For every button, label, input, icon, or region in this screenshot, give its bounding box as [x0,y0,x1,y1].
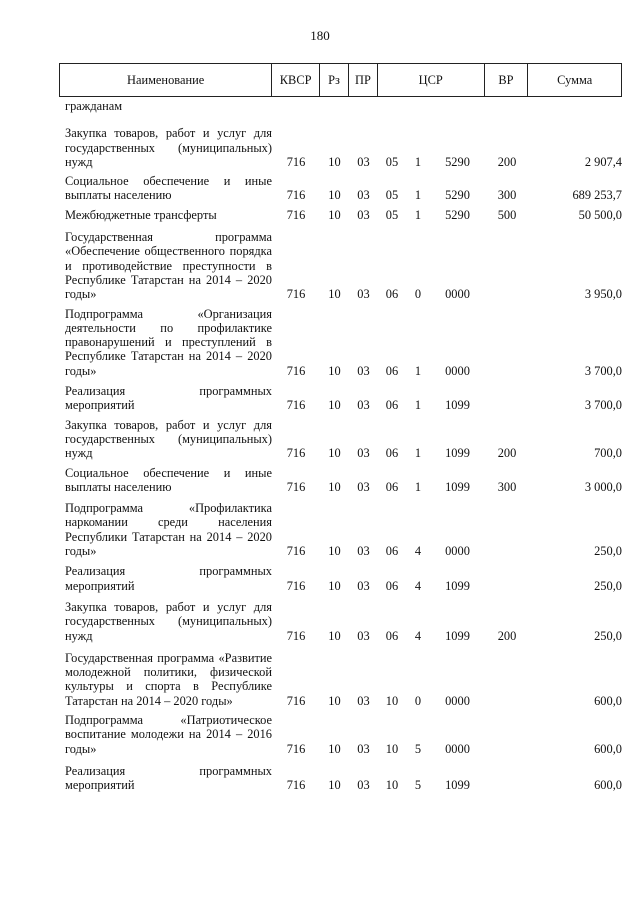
csr-subprogram-cell: 1 [414,154,422,169]
pr-cell: 03 [357,479,370,494]
csr-code-cell: 0000 [445,363,470,378]
row-name-cell: Государственная программа «Развитие молодежной политики, физической культуры и спорта в Республике Татарстан на 2014 – 2020 годы» [65,650,272,708]
table-row [59,126,622,169]
kvsr-cell: 716 [286,693,306,708]
kvsr-cell: 716 [286,479,306,494]
table-row [59,713,622,756]
rz-cell: 10 [328,188,341,203]
rz-cell: 10 [328,446,341,461]
header-kvsr: КВСР [272,64,320,96]
vr-cell: 500 [497,207,517,222]
sum-cell: 700,0 [594,446,622,461]
sum-cell: 600,0 [594,741,622,756]
csr-code-cell: 0000 [445,287,470,302]
rz-cell: 10 [328,363,341,378]
kvsr-cell: 716 [286,207,306,222]
row-name-cell: Подпрограмма «Профилактика наркомании среди населения Республики Татарстан на 2014 – 2020 годы» [65,501,272,559]
vr-cell: 300 [497,188,517,203]
row-name-cell: Государственная программа «Обеспечение общественного порядка и противодействие преступности в Республике Татарстан на 2014 – 2020 годы» [65,230,272,302]
pr-cell: 03 [357,446,370,461]
rz-cell: 10 [328,741,341,756]
csr-subprogram-cell: 1 [414,363,422,378]
kvsr-cell: 716 [286,741,306,756]
vr-cell: 300 [497,479,517,494]
row-name-cell: Социальное обеспечение и иные выплаты населению [65,174,272,203]
rz-cell: 10 [328,693,341,708]
table-row [59,384,622,413]
vr-cell: 200 [497,154,517,169]
table-row [59,230,622,301]
table-row [59,208,622,222]
csr-subprogram-cell: 1 [414,479,422,494]
csr-program-cell: 10 [385,778,399,793]
table-row [59,651,622,708]
header-pr: ПР [349,64,378,96]
rz-cell: 10 [328,778,341,793]
pr-cell: 03 [357,544,370,559]
csr-program-cell: 06 [385,544,399,559]
budget-table [59,63,622,792]
table-row [59,501,622,558]
sum-cell: 3 000,0 [584,479,622,494]
pr-cell: 03 [357,693,370,708]
sum-cell: 689 253,7 [572,188,622,203]
pr-cell: 03 [357,287,370,302]
vr-cell: 200 [497,446,517,461]
csr-code-cell: 0000 [445,741,470,756]
csr-subprogram-cell: 1 [414,188,422,203]
csr-program-cell: 06 [385,479,399,494]
pr-cell: 03 [357,398,370,413]
csr-subprogram-cell: 4 [414,544,422,559]
csr-code-cell: 1099 [445,398,470,413]
csr-program-cell: 05 [385,188,399,203]
row-name-cell: Закупка товаров, работ и услуг для государственных (муниципальных) нужд [65,126,272,169]
pr-cell: 03 [357,154,370,169]
table-header [59,63,622,97]
rz-cell: 10 [328,287,341,302]
sum-cell: 50 500,0 [578,207,622,222]
table-row [59,174,622,203]
rz-cell: 10 [328,578,341,593]
rz-cell: 10 [328,207,341,222]
pr-cell: 03 [357,778,370,793]
csr-program-cell: 05 [385,154,399,169]
row-name-cell: Подпрограмма «Патриотическое воспитание молодежи на 2014 – 2016 годы» [65,712,272,756]
csr-subprogram-cell: 1 [414,398,422,413]
kvsr-cell: 716 [286,398,306,413]
sum-cell: 250,0 [594,544,622,559]
row-name-cell: Реализация программных мероприятий [65,384,272,413]
kvsr-cell: 716 [286,154,306,169]
header-vr: ВР [485,64,529,96]
pr-cell: 03 [357,578,370,593]
csr-code-cell: 0000 [445,544,470,559]
sum-cell: 3 700,0 [584,398,622,413]
kvsr-cell: 716 [286,544,306,559]
row-name-cell: Реализация программных мероприятий [65,564,272,593]
row-name-cell: Подпрограмма «Организация деятельности по профилактике правонарушений и преступлений в Республике Татарстан на 2014 – 2020 годы» [65,306,272,378]
csr-subprogram-cell: 1 [414,207,422,222]
table-row [59,764,622,793]
rz-cell: 10 [328,479,341,494]
rz-cell: 10 [328,154,341,169]
csr-code-cell: 1099 [445,778,470,793]
pr-cell: 03 [357,628,370,643]
csr-program-cell: 06 [385,398,399,413]
csr-subprogram-cell: 5 [414,741,422,756]
header-rz: Рз [320,64,349,96]
csr-program-cell: 10 [385,741,399,756]
header-csr: ЦСР [378,64,485,96]
csr-program-cell: 10 [385,693,399,708]
row-name-cell: Социальное обеспечение и иные выплаты населению [65,465,272,494]
csr-code-cell: 1099 [445,446,470,461]
csr-subprogram-cell: 1 [414,446,422,461]
csr-code-cell: 5290 [445,207,470,222]
row-name-cell: Реализация программных мероприятий [65,763,272,793]
kvsr-cell: 716 [286,778,306,793]
pr-cell: 03 [357,363,370,378]
table-body [59,99,622,792]
pr-cell: 03 [357,741,370,756]
csr-program-cell: 06 [385,363,399,378]
table-row [59,600,622,643]
kvsr-cell: 716 [286,446,306,461]
csr-program-cell: 05 [385,207,399,222]
rz-cell: 10 [328,398,341,413]
csr-subprogram-cell: 4 [414,628,422,643]
sum-cell: 3 700,0 [584,363,622,378]
vr-cell: 200 [497,628,517,643]
kvsr-cell: 716 [286,578,306,593]
kvsr-cell: 716 [286,628,306,643]
row-name-cell: Межбюджетные трансферты [65,207,217,222]
csr-program-cell: 06 [385,628,399,643]
csr-code-cell: 5290 [445,188,470,203]
row-name-cell: Закупка товаров, работ и услуг для государственных (муниципальных) нужд [65,417,272,461]
row-name-cell: Закупка товаров, работ и услуг для государственных (муниципальных) нужд [65,599,272,643]
kvsr-cell: 716 [286,188,306,203]
page-number: 180 [310,28,330,43]
csr-code-cell: 1099 [445,578,470,593]
table-row [59,564,622,593]
csr-program-cell: 06 [385,446,399,461]
sum-cell: 3 950,0 [584,287,622,302]
sum-cell: 250,0 [594,578,622,593]
table-row [59,418,622,461]
sum-cell: 600,0 [594,778,622,793]
csr-subprogram-cell: 0 [414,287,422,302]
continuation-text: гражданам [65,99,123,113]
table-row-continuation [59,99,622,113]
csr-subprogram-cell: 4 [414,578,422,593]
sum-cell: 2 907,4 [584,154,622,169]
csr-program-cell: 06 [385,287,399,302]
kvsr-cell: 716 [286,287,306,302]
rz-cell: 10 [328,628,341,643]
header-name: Наименование [60,64,272,96]
csr-code-cell: 0000 [445,693,470,708]
csr-subprogram-cell: 5 [414,778,422,793]
sum-cell: 250,0 [594,628,622,643]
csr-program-cell: 06 [385,578,399,593]
table-row [59,307,622,378]
pr-cell: 03 [357,188,370,203]
rz-cell: 10 [328,544,341,559]
pr-cell: 03 [357,207,370,222]
csr-code-cell: 1099 [445,479,470,494]
csr-code-cell: 5290 [445,154,470,169]
header-sum: Сумма [557,72,593,87]
csr-subprogram-cell: 0 [414,693,422,708]
sum-cell: 600,0 [594,693,622,708]
csr-code-cell: 1099 [445,628,470,643]
kvsr-cell: 716 [286,363,306,378]
table-row [59,466,622,495]
